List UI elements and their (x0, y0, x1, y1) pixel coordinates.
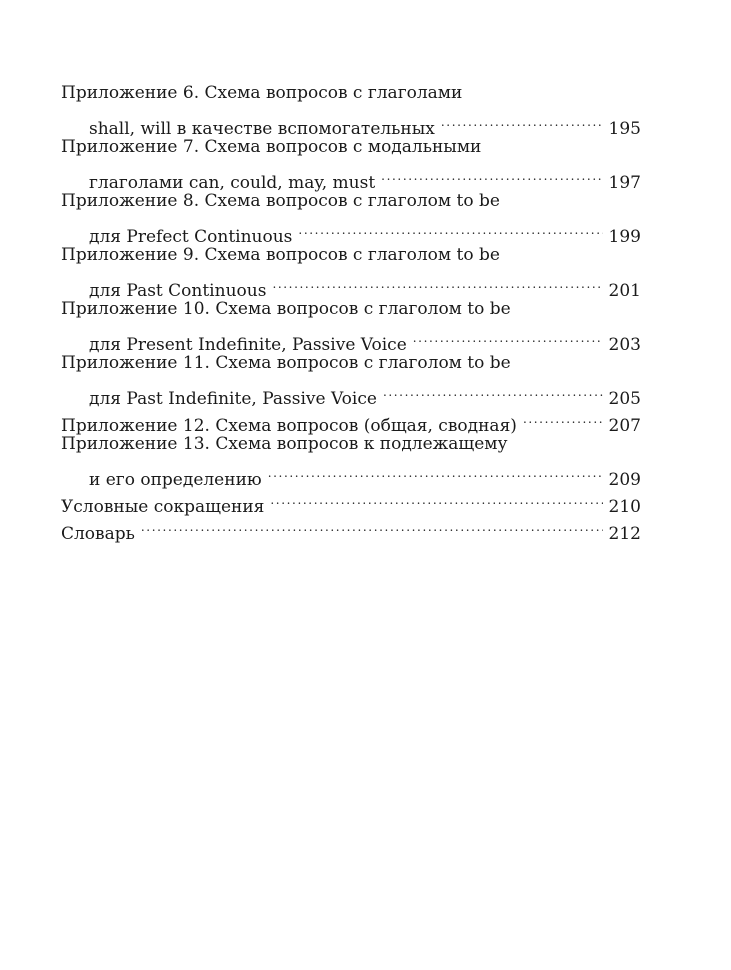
toc-entry-line (61, 107, 641, 139)
toc-entry-line (61, 80, 641, 107)
toc-entry[interactable] (61, 512, 641, 544)
toc-entry[interactable] (61, 350, 641, 409)
toc-entry-line (61, 323, 641, 355)
dot-leader (413, 323, 603, 350)
toc-entry-line (61, 242, 641, 269)
toc-entry-title-continued: shall, will в качестве вспомогательных (89, 119, 435, 139)
dot-leader (381, 161, 602, 188)
toc-page-number: 212 (608, 524, 641, 544)
toc-entry-line (61, 269, 641, 301)
toc-entry-line (61, 161, 641, 193)
toc-entry-title: Условные сокращения (61, 497, 265, 517)
toc-entry[interactable] (61, 188, 641, 247)
toc-entry-title: Приложение 9. Схема вопросов с глаголом to be (61, 245, 500, 265)
toc-page-number: 203 (608, 335, 641, 355)
toc-entry-line (61, 431, 641, 458)
toc-entry[interactable] (61, 296, 641, 355)
toc-entry[interactable] (61, 134, 641, 193)
toc-entry-title: Приложение 8. Схема вопросов с глаголом to be (61, 191, 500, 211)
toc-entry-title: Приложение 11. Схема вопросов с глаголом to be (61, 353, 511, 373)
dot-leader (298, 215, 602, 242)
toc-entry-title: Приложение 7. Схема вопросов с модальными (61, 137, 482, 157)
toc-page-number: 209 (608, 470, 641, 490)
toc-page-number: 199 (608, 227, 641, 247)
toc-entry[interactable] (61, 431, 641, 490)
toc-entry-title: Приложение 10. Схема вопросов с глаголом to be (61, 299, 511, 319)
dot-leader (141, 512, 603, 539)
dot-leader (441, 107, 603, 134)
table-of-contents (61, 80, 641, 544)
dot-leader (523, 404, 603, 431)
toc-entry-line (61, 188, 641, 215)
toc-entry-title-continued: глаголами can, could, may, must (89, 173, 376, 193)
toc-entry-title: Словарь (61, 524, 135, 544)
toc-entry-title: Приложение 12. Схема вопросов (общая, сводная) (61, 416, 517, 436)
toc-entry-line (61, 512, 641, 544)
toc-entry[interactable] (61, 242, 641, 301)
dot-leader (268, 458, 603, 485)
toc-entry-title-continued: для Prefect Continuous (89, 227, 293, 247)
dot-leader (272, 269, 602, 296)
dot-leader (383, 377, 603, 404)
toc-entry-line (61, 350, 641, 377)
toc-entry-title: Приложение 6. Схема вопросов с глаголами (61, 83, 463, 103)
toc-page-number: 201 (608, 281, 641, 301)
dot-leader (270, 485, 602, 512)
toc-entry-line (61, 296, 641, 323)
toc-entry-line (61, 215, 641, 247)
toc-page-number: 205 (608, 389, 641, 409)
toc-page-number: 197 (608, 173, 641, 193)
toc-page-number: 207 (608, 416, 641, 436)
toc-entry-title-continued: для Past Continuous (89, 281, 267, 301)
toc-entry-title-continued: для Present Indefinite, Passive Voice (89, 335, 407, 355)
toc-entry-title-continued: и его определению (89, 470, 262, 490)
toc-entry-line (61, 134, 641, 161)
toc-entry-title: Приложение 13. Схема вопросов к подлежащему (61, 434, 508, 454)
toc-entry-title-continued: для Past Indefinite, Passive Voice (89, 389, 377, 409)
toc-entry-line (61, 377, 641, 409)
toc-page-number: 195 (608, 119, 641, 139)
toc-entry-line (61, 458, 641, 490)
toc-page-number: 210 (608, 497, 641, 517)
toc-entry[interactable] (61, 80, 641, 139)
